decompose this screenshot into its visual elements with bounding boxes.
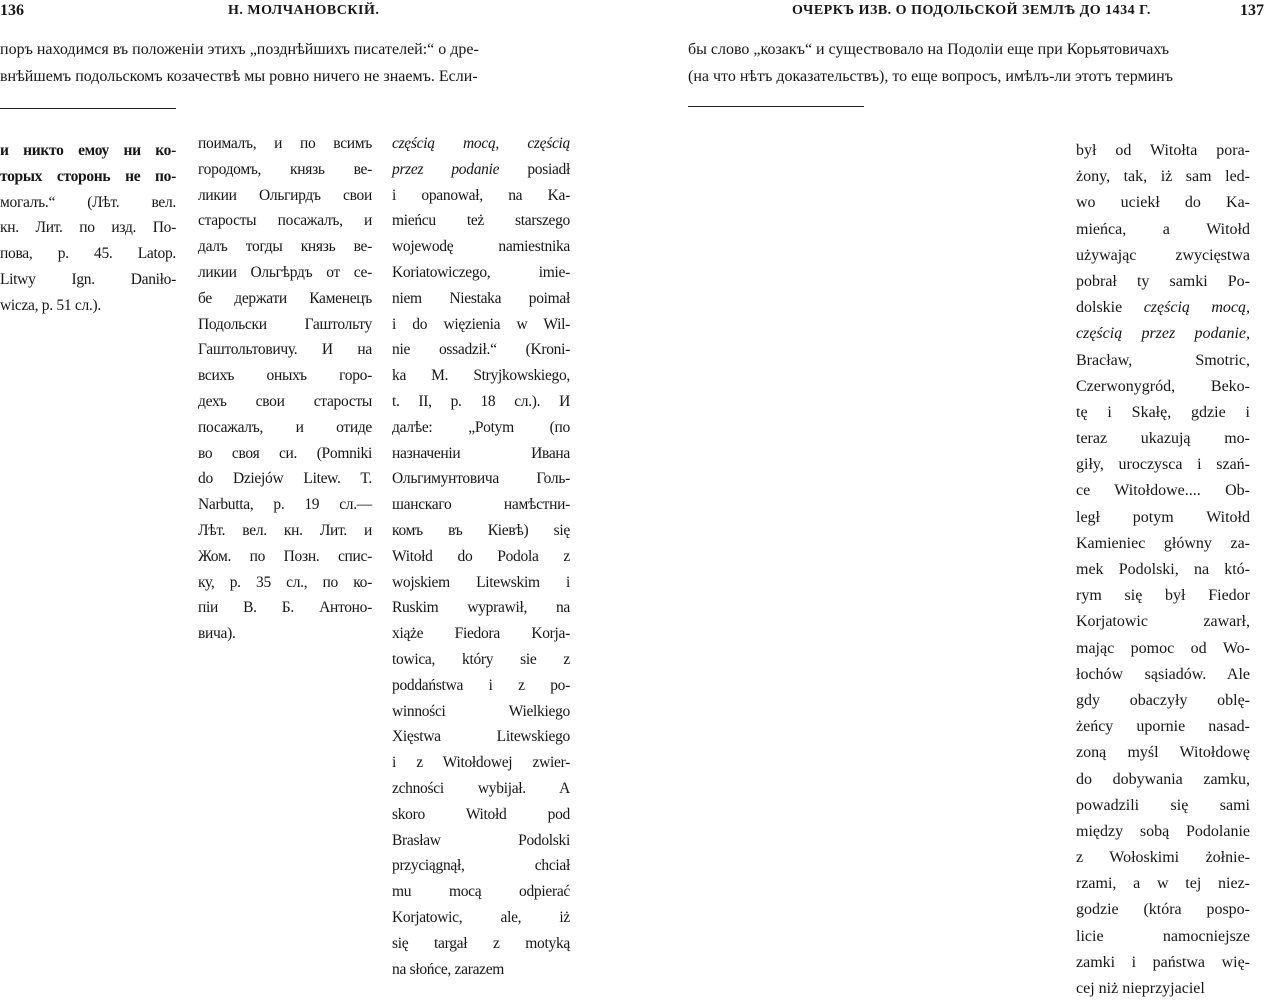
text-line: t. II, p. 18 сл.). И xyxy=(392,392,570,410)
text-line: Подольски Гаштольту xyxy=(198,315,372,333)
footnote-column-2 xyxy=(198,131,372,647)
italic-phrase: częścią przez podanie, xyxy=(1076,325,1250,343)
text-line: tę i Skałę, gdzie i xyxy=(1076,403,1250,421)
text-line: xiąże Fiedora Korja- xyxy=(392,625,570,643)
text-line: Korjatowic, ale, iż xyxy=(392,908,570,926)
text-line: i opanował, na Ka- xyxy=(392,186,570,204)
text-line: могалъ.“ (Лѣт. вел. xyxy=(0,193,176,211)
text-line: rym się był Fiedor xyxy=(1076,587,1250,605)
text-line: rzami, a w tej niez- xyxy=(1076,875,1250,893)
text-line: skoro Witołd pod xyxy=(392,805,570,823)
text-line: wicza, p. 51 сл.). xyxy=(0,296,101,314)
italic-phrase: przez podanie xyxy=(392,160,500,178)
text-line: winności Wielkiego xyxy=(392,702,570,720)
page-number: 136 xyxy=(0,2,24,19)
text-line: далѣе: „Potym (по xyxy=(392,418,570,436)
text-line: Narbutta, p. 19 сл.— xyxy=(198,496,372,514)
text-line: во своя си. (Pomniki xyxy=(198,444,372,462)
text-line: Гаштольтовичу. И на xyxy=(198,341,372,359)
footnote-column xyxy=(1076,138,1250,1002)
running-head: Н. МОЛЧАНОВСКІЙ. xyxy=(228,3,380,18)
text-line: торых сторонь не по- xyxy=(0,167,176,185)
text-line: ку, р. 35 сл., по ко- xyxy=(198,573,372,591)
text-line: przez podanie posiadł xyxy=(392,160,571,178)
footnote-rule xyxy=(0,108,176,109)
text-line xyxy=(1076,321,1250,347)
text-line: Koriatowiczego, imie- xyxy=(392,263,570,281)
lead-line: поръ находимся въ положеніи этихъ „позднѣйшихъ писателей:“ о дре- xyxy=(0,41,479,58)
lead-paragraph xyxy=(0,36,592,90)
footnote-column-3 xyxy=(392,131,570,982)
text-line: всихъ оныхъ горо- xyxy=(198,367,372,385)
text-line: Bracław, Smotric, xyxy=(1076,351,1250,369)
page-number: 137 xyxy=(1240,2,1264,19)
text-line: wojewodę namiestnika xyxy=(392,238,570,256)
text-line: żeńcy upornie nasad- xyxy=(1076,718,1250,736)
text-line: teraz ukazują mo- xyxy=(1076,430,1250,448)
text-line: gdy obaczyły oblę- xyxy=(1076,691,1250,709)
text-line: się targał z motyką xyxy=(392,934,570,952)
text-line: Kamieniec główny za- xyxy=(1076,534,1250,552)
text-line: między sobą Podolanie xyxy=(1076,822,1250,840)
text-line xyxy=(392,131,570,157)
italic-phrase: częścią mocą, xyxy=(1143,299,1251,317)
text-line: zamki i państwa wię- xyxy=(1076,953,1250,971)
text-line: Litwy Ign. Daniło- xyxy=(0,270,176,288)
text-line: Korjatowic zawarł, xyxy=(1076,613,1250,631)
text-line: mieńca, a Witołd xyxy=(1076,220,1250,238)
text-line: poddaństwa i z po- xyxy=(392,676,570,694)
text-line: licie namocniejsze xyxy=(1076,927,1250,945)
text-line: pobrał ty samki Po- xyxy=(1076,272,1250,290)
text-line: i z Witołdowej zwier- xyxy=(392,754,570,772)
text-line: wo uciekł do Ka- xyxy=(1076,194,1250,212)
text-line: na słońce, zarazem xyxy=(392,960,505,978)
text-line: вича). xyxy=(198,625,236,643)
text-line: przyciągnął, chciał xyxy=(392,857,570,875)
left-page xyxy=(0,0,600,990)
text-line: поималъ, и по всимъ xyxy=(198,135,372,152)
text-line: далъ тогды князь ве- xyxy=(198,238,372,256)
text-line: Лѣт. вел. кн. Лит. и xyxy=(198,521,372,539)
text-line: кн. Лит. по изд. По- xyxy=(0,219,176,237)
text-line: Czerwonygród, Beko- xyxy=(1076,377,1250,395)
text-line: niem Niestaka poimał xyxy=(392,289,570,307)
lead-line: (на что нѣтъ доказательствъ), то еще вопросъ, имѣлъ-ли этотъ терминъ xyxy=(688,68,1174,85)
text-line: Жом. по Позн. спис- xyxy=(198,547,372,565)
text-line: legł potym Witołd xyxy=(1076,508,1250,526)
text-line: ликии Ольгирдъ свои xyxy=(198,186,372,204)
text-line: mu mocą odpierać xyxy=(392,883,570,901)
text-line: Brasław Podolski xyxy=(392,831,570,849)
italic-phrase: częścią mocą, częścią xyxy=(392,135,570,152)
text-line: mając pomoc od Wo- xyxy=(1076,639,1250,657)
footnote-rule xyxy=(688,106,864,107)
text-line: towica, który sie z xyxy=(392,650,570,668)
text-line: ликии Ольгѣрдъ от се- xyxy=(198,263,372,281)
lead-line: внѣйшемъ подольскомъ козачествѣ мы ровно ничего не знаемъ. Если- xyxy=(0,68,478,85)
footnote-column-1 xyxy=(0,138,176,319)
text-line: и никто емоу ни ко- xyxy=(0,142,176,159)
text-line: mek Podolski, na któ- xyxy=(1076,561,1250,578)
text-line: godzie (która pospo- xyxy=(1076,901,1250,919)
text-line: дехъ свои старосты xyxy=(198,392,372,410)
text-line: zoną myśl Witołdowę xyxy=(1076,744,1250,762)
text-line: бе держати Каменецъ xyxy=(198,289,372,307)
text-line: ka M. Stryjkowskiego, xyxy=(392,367,570,385)
text-line: do Dziejów Litew. T. xyxy=(198,470,372,488)
lead-line: бы слово „козакъ“ и существовало на Подоліи еще при Корьятовичахъ xyxy=(688,41,1170,58)
text-line: z Wołoskimi żołnie- xyxy=(1076,849,1250,867)
lead-paragraph xyxy=(688,36,1272,90)
text-line: пова, р. 45. Latop. xyxy=(0,245,176,263)
text-line: Ruskim wyprawił, na xyxy=(392,599,570,617)
text-line: городомъ, князь ве- xyxy=(198,160,372,178)
text-line: посажалъ, и отиде xyxy=(198,418,372,436)
text-line: łochów sąsiadów. Ale xyxy=(1076,665,1250,683)
text-line: zchności wybijał. A xyxy=(392,779,570,797)
text-line: комъ въ Кіевѣ) się xyxy=(392,521,570,539)
text-line: Xięstwa Litewskiego xyxy=(392,728,570,746)
text-line: ce Witołdowe.... Ob- xyxy=(1076,482,1250,500)
text-line: giły, uroczysca i szań- xyxy=(1076,456,1250,474)
right-page xyxy=(640,0,1280,997)
text-line: старосты посажалъ, и xyxy=(198,212,372,230)
text-line: Witołd do Podola z xyxy=(392,547,570,565)
text-line: żony, tak, iż sam led- xyxy=(1076,168,1250,186)
text-line: піи В. Б. Антоно- xyxy=(198,599,372,617)
text-line: шанскаго намѣстни- xyxy=(392,496,570,514)
text-line: Ольгимунтовича Голь- xyxy=(392,470,570,488)
text-line: używając zwycięstwa xyxy=(1076,246,1250,264)
text-line: do dobywania zamku, xyxy=(1076,770,1250,788)
text-line: i do więzienia w Wil- xyxy=(392,315,570,333)
text-line: nie ossadził.“ (Kroni- xyxy=(392,341,570,359)
text-line: cej niż nieprzyjaciel xyxy=(1076,980,1205,997)
text-line: był od Witołta pora- xyxy=(1076,142,1250,159)
text-line: wojskiem Litewskim i xyxy=(392,573,570,591)
text-line: dolskie częścią mocą, xyxy=(1076,299,1251,317)
text-line: powadzili się sami xyxy=(1076,796,1250,814)
text-line: mieńcu też starszego xyxy=(392,212,570,230)
running-head: ОЧЕРКЪ ИЗВ. О ПОДОЛЬСКОЙ ЗЕМЛѢ ДО 1434 Г. xyxy=(792,3,1151,18)
text-line: назначеніи Ивана xyxy=(392,444,570,462)
